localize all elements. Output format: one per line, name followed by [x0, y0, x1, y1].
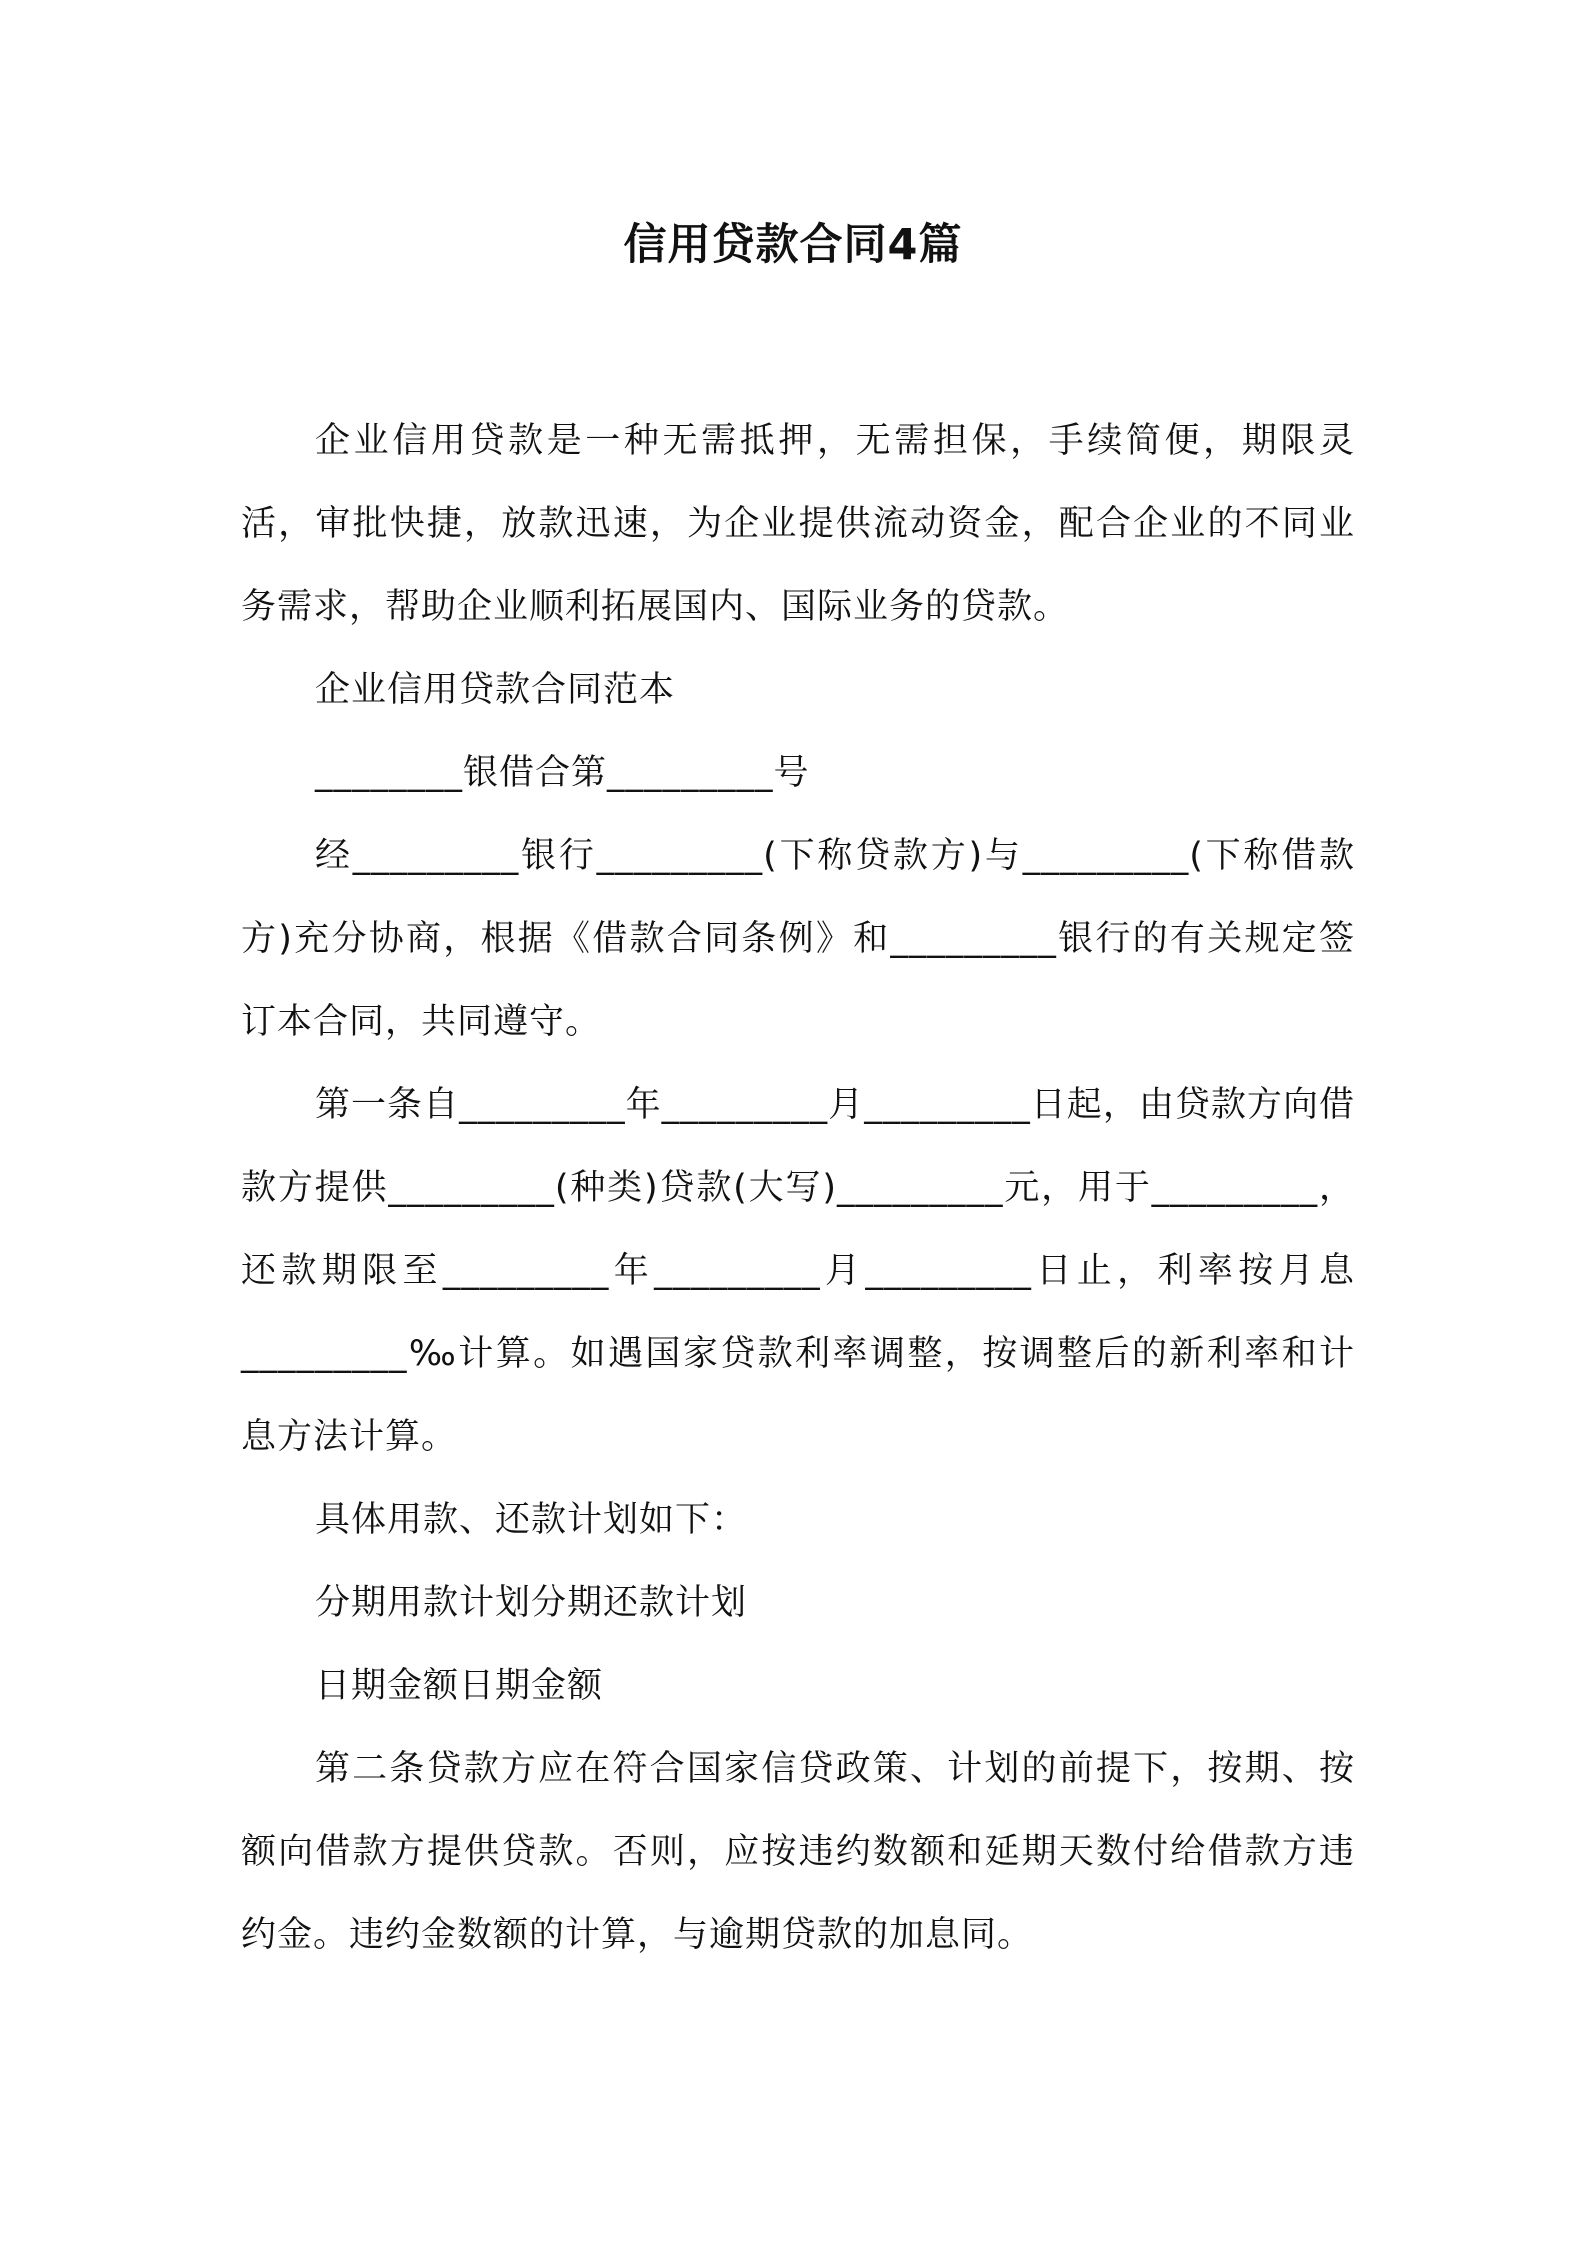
paragraph-contract-number: ________银借合第_________号 — [315, 753, 810, 793]
paragraph-template-heading: 企业信用贷款合同范本 — [315, 670, 676, 710]
paragraph-plan-columns: 日期金额日期金额 — [315, 1666, 604, 1706]
paragraph-article-2: 第二条贷款方应在符合国家信贷政策、计划的前提下，按期、按额向借款方提供贷款。否则，应按违约数额和延期天数付给借款方违约金。违约金数额的计算，与逾期贷款的加息同。 — [241, 1749, 1355, 1955]
document-title: 信用贷款合同4篇 — [623, 220, 963, 270]
paragraph-plan-intro: 具体用款、还款计划如下： — [315, 1500, 748, 1540]
paragraph-plan-headers: 分期用款计划分期还款计划 — [315, 1583, 748, 1623]
paragraph-intro: 企业信用贷款是一种无需抵押，无需担保，手续简便，期限灵活，审批快捷，放款迅速，为企业提供流动资金，配合企业的不同业务需求，帮助企业顺利拓展国内、国际业务的贷款。 — [241, 421, 1355, 627]
document-body — [241, 400, 1355, 1977]
paragraph-parties: 经_________银行_________(下称贷款方)与_________(下称借款方)充分协商，根据《借款合同条例》和_________银行的有关规定签订本合同，共同遵守。 — [241, 836, 1355, 1042]
paragraph-article-1: 第一条自_________年_________月_________日起，由贷款方向借款方提供_________(种类)贷款(大写)_________元，用于_________，还款期限至_________年_________月_________日止，利率按月息_________‰计算。如遇国家贷款利率调整，按调整后的新利率和计息方法计算。 — [241, 1085, 1355, 1457]
